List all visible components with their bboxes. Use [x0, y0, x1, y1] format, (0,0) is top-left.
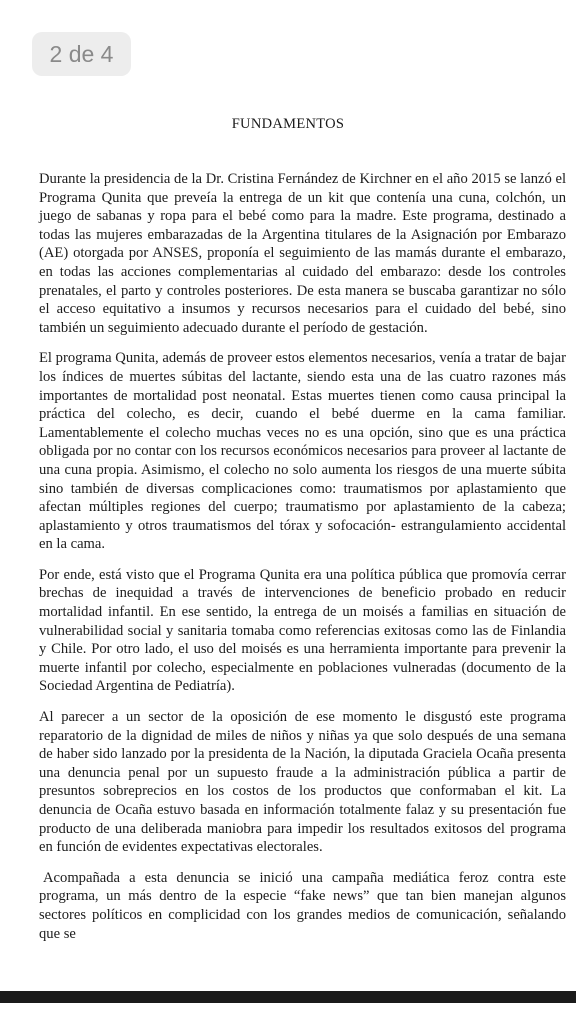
paragraph-2: El programa Qunita, además de proveer estos elementos necesarios, venía a tratar de bajar los índices de muertes súbitas del lactante, siendo esta una de las cuatro razones más importantes de mortalidad post neonatal. Estas muertes tienen como causa principal la práctica del colecho, es decir, cuando el bebé duerme en la cama familiar. Lamentablemente el colecho muchas veces no es una opción, sino que es una práctica obligada por no contar con los recursos económicos necesarios para proveer al lactante de una cuna propia. Asimismo, el colecho no solo aumenta los riesgos de una muerte súbita sino también de diversas complicaciones como: traumatismos por aplastamiento que afectan múltiples regiones del cuerpo; traumatismo por aplastamiento de la cabeza; aplastamiento y otros traumatismos del tórax y sofocación- estrangulamiento accidental en la cama. [39, 350, 566, 553]
paragraph-1: Durante la presidencia de la Dr. Cristina Fernández de Kirchner en el año 2015 se lanzó el Programa Qunita que preveía la entrega de un kit que contenía una cuna, colchón, un juego de sabanas y ropa para el bebé como para la madre. Este programa, destinado a todas las mujeres embarazadas de la Argentina titulares de la Asignación por Embarazo (AE) otorgada por ANSES, proponía el seguimiento de las mamás durante el embarazo, en todas las acciones complementarias al cuidado del embarazo: desde los controles prenatales, el parto y controles posteriores. De esta manera se buscaba garantizar no sólo el acceso equitativo a insumos y recursos necesarios para el cuidado del bebé, sino también un seguimiento adecuado durante el período de gestación. [39, 171, 566, 336]
document-body [39, 170, 566, 955]
paragraph-5: Acompañada a esta denuncia se inició una campaña mediática feroz contra este programa, un más dentro de la especie “fake news” que tan bien manejan algunos sectores políticos en complicidad con los grandes medios de comunicación, señalando que se [39, 869, 566, 942]
document-title: FUNDAMENTOS [231, 116, 345, 132]
paragraph-4: Al parecer a un sector de la oposición de ese momento le disgustó este programa reparatorio de la dignidad de miles de niños y niñas ya que solo después de una semana de haber sido lanzado por la presidenta de la Nación, la diputada Graciela Ocaña presenta una denuncia penal por un supuesto fraude a la administración pública a partir de presuntos sobreprecios en los costos de los productos que conformaban el kit. La denuncia de Ocaña estuvo basada en información totalmente falaz y su presentación fue producto de una deliberada maniobra para impedir los resultados exitosos del programa en función de evidentes expectativas electorales. [39, 709, 566, 856]
bottom-edge-bar [0, 991, 576, 1003]
paragraph-3: Por ende, está visto que el Programa Qunita era una política pública que promovía cerrar brechas de inequidad a través de intervenciones de beneficio probado en reducir mortalidad infantil. En ese sentido, la entrega de un moisés a familias en situación de vulnerabilidad social y sanitaria tomaba como referencias exitosas como las de Finlandia y Chile. Por otro lado, el uso del moisés es una herramienta importante para prevenir la muerte infantil por colecho, especialmente en poblaciones vulneradas (documento de la Sociedad Argentina de Pediatría). [39, 566, 566, 695]
page-indicator-badge: 2 de 4 [32, 32, 131, 76]
